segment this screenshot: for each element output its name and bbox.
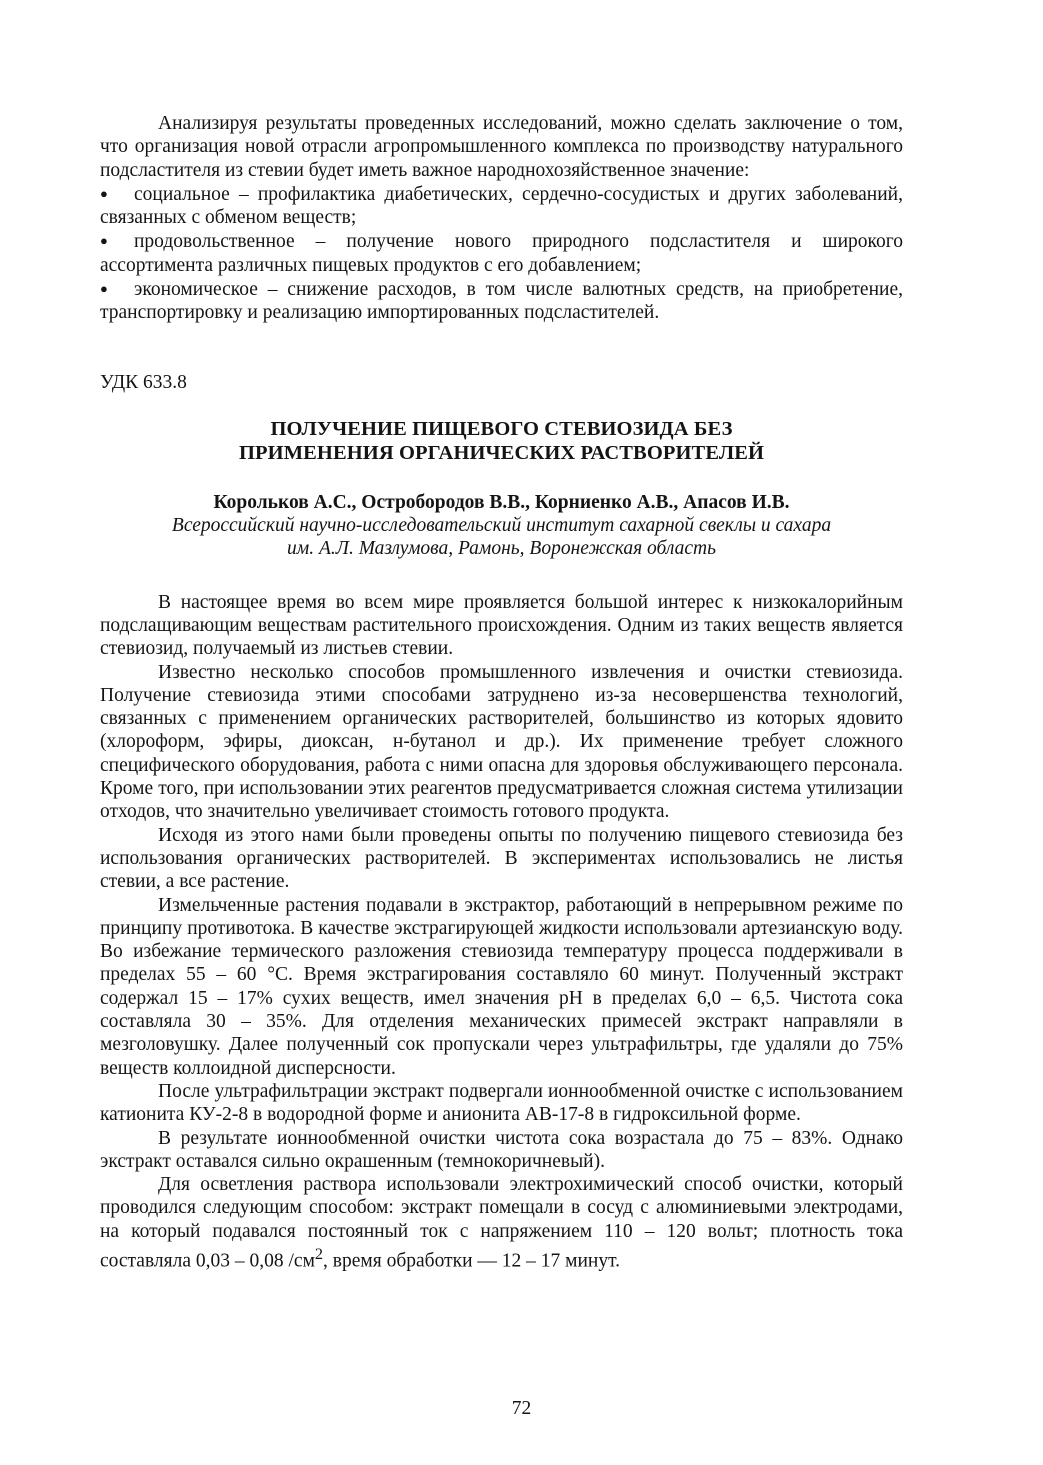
- bullet-text: продовольственное – получение нового природного подсластителя и широкого ассортимента различных пищевых продуктов с его добавлением;: [100, 231, 903, 276]
- superscript-exponent: 2: [314, 1244, 324, 1263]
- bullet-icon: ●: [100, 281, 108, 297]
- body-paragraph: После ультрафильтрации экстракт подвергали ионнообменной очистке с использованием катионита КУ-2-8 в водородной форме и анионита АВ-17-8 в гидроксильной форме.: [100, 1080, 903, 1126]
- article-title: [100, 417, 903, 465]
- body-paragraph: Измельченные растения подавали в экстрактор, работающий в непрерывном режиме по принципу противотока. В качестве экстрагирующей жидкости использовали артезианскую воду. Во избежание термического разложения стевиозида температуру процесса поддерживали в пределах 55 – 60 °С. Время экстрагирования составляло 60 минут. Полученный экстракт содержал 15 – 17% сухих веществ, имел значения рН в пределах 6,0 – 6,5. Чистота сока составляла 30 – 35%. Для отделения механических примесей экстракт направляли в мезголовушку. Далее полученный сок пропускали через ультрафильтры, где удаляли до 75% веществ коллоидной дисперсности.: [100, 894, 903, 1079]
- article-authors: Корольков А.С., Остробородов В.В., Корниенко А.В., Апасов И.В.: [213, 491, 790, 513]
- list-item: [100, 182, 903, 230]
- bullet-icon: ●: [100, 185, 108, 201]
- body-paragraph-last: [100, 1173, 903, 1273]
- last-paragraph-tail: , время обработки — 12 – 17 минут.: [323, 1250, 621, 1272]
- affiliation-line-2: им. А.Л. Мазлумова, Рамонь, Воронежская область: [287, 537, 716, 559]
- list-item: [100, 229, 903, 277]
- intro-paragraph: Анализируя результаты проведенных исследований, можно сделать заключение о том, что организация новой отрасли агропромышленного комплекса по производству натурального подсластителя из стевии будет иметь важное народнохозяйственное значение:: [100, 113, 903, 181]
- article-body: [100, 591, 903, 1273]
- body-paragraph: В настоящее время во всем мире проявляется большой интерес к низкокалорийным подслащивающим веществам растительного происхождения. Одним из таких веществ является стевиозид, получаемый из листьев стевии.: [100, 591, 903, 660]
- body-paragraph: Исходя из этого нами были проведены опыты по получению пищевого стевиозида без использования органических растворителей. В экспериментах использовались не листья стевии, а все растение.: [100, 824, 903, 893]
- intro-bullet-list: [100, 182, 903, 325]
- bullet-icon: ●: [100, 233, 108, 249]
- last-paragraph-text: Для осветления раствора использовали электрохимический способ очистки, который проводился следующим способом: экстракт помещали в сосуд с алюминиевыми электродами, на который подавался постоянный ток с напряжением 110 – 120 вольт; плотность тока составляла 0,03 – 0,08 /см: [100, 1174, 903, 1272]
- udk-code: УДК 633.8: [100, 371, 187, 393]
- bullet-text: социальное – профилактика диабетических, сердечно-сосудистых и других заболеваний, связанных с обменом веществ;: [100, 183, 903, 229]
- body-paragraph: Известно несколько способов промышленного извлечения и очистки стевиозида. Получение стевиозида этими способами затруднено из-за несовершенства технологий, связанных с применением органических растворителей, большинство из которых ядовито (хлороформ, эфиры, диоксан, н-бутанол и др.). Их применение требует сложного специфического оборудования, работа с ними опасна для здоровья обслуживающего персонала. Кроме того, при использовании этих реагентов предусматривается сложная система утилизации отходов, что значительно увеличивает стоимость готового продукта.: [100, 661, 903, 823]
- bullet-text: экономическое – снижение расходов, в том числе валютных средств, на приобретение, транспортировку и реализацию импортированных подсластителей.: [100, 279, 903, 324]
- affiliation-line-1: Всероссийский научно-исследовательский институт сахарной свеклы и сахара: [171, 514, 832, 536]
- page-number: 72: [511, 1398, 532, 1419]
- title-line-1: ПОЛУЧЕНИЕ ПИЩЕВОГО СТЕВИОЗИДА БЕЗ: [270, 417, 733, 440]
- body-paragraph: В результате ионнообменной очистки чистота сока возрастала до 75 – 83%. Однако экстракт оставался сильно окрашенным (темнокоричневый).: [100, 1127, 903, 1172]
- page-content: [100, 112, 903, 1273]
- list-item: [100, 277, 903, 325]
- title-line-2: ПРИМЕНЕНИЯ ОРГАНИЧЕСКИХ РАСТВОРИТЕЛЕЙ: [238, 441, 765, 464]
